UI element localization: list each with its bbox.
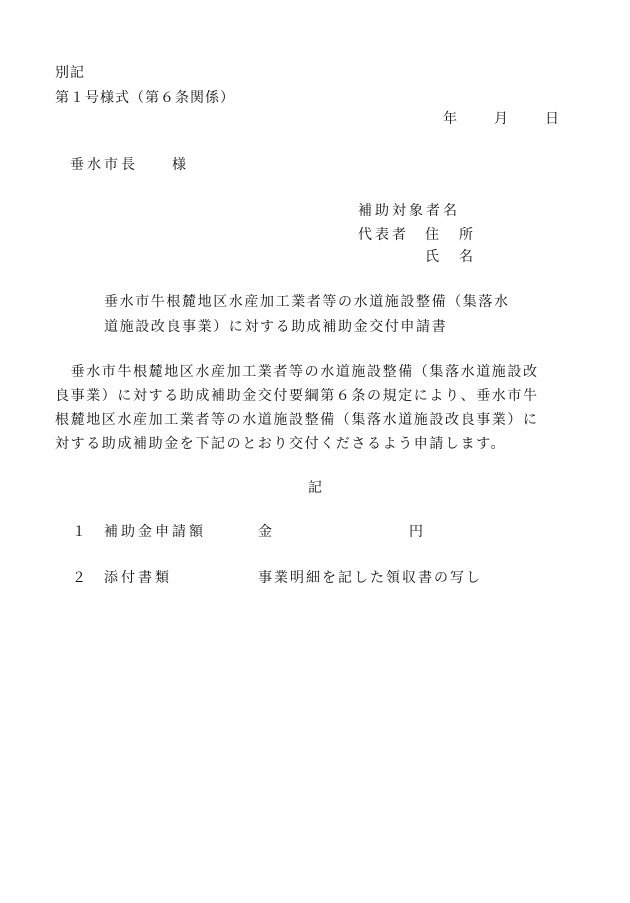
body-line-4: 対する助成補助金を下記のとおり交付くださるよう申請します。 — [55, 436, 507, 452]
document-title-line-1: 垂水市牛根麓地区水産加工業者等の水道施設整備（集落水 — [104, 294, 510, 310]
applicant-entity-label: 補助対象者名 — [358, 203, 460, 219]
document-title-line-2: 道施設改良事業）に対する助成補助金交付申請書 — [104, 319, 448, 335]
item-2-number: ２ — [72, 570, 87, 586]
form-number: 第１号様式（第６条関係） — [55, 90, 235, 106]
body-line-3: 根麓地区水産加工業者等の水道施設整備（集落水道施設改良事業）に — [55, 412, 539, 428]
body-line-2: 良事業）に対する助成補助金交付要綱第６条の規定により、垂水市牛 — [55, 388, 539, 404]
body-line-1: 垂水市牛根麓地区水産加工業者等の水道施設整備（集落水道施設改 — [55, 364, 539, 380]
item-1-value-prefix: 金 — [258, 524, 273, 540]
item-1-number: １ — [72, 524, 87, 540]
addressee-mayor: 垂水市長 — [70, 157, 138, 173]
date-month: 月 — [494, 111, 509, 127]
addressee-honorific: 様 — [172, 157, 187, 173]
name-label: 氏 名 — [425, 249, 476, 265]
item-2-value: 事業明細を記した領収書の写し — [258, 570, 482, 586]
item-1-value-suffix: 円 — [409, 524, 424, 540]
address-label: 住 所 — [425, 227, 476, 243]
representative-label: 代表者 — [358, 227, 409, 243]
ki-heading: 記 — [308, 480, 323, 496]
item-2-label: 添付書類 — [104, 570, 172, 586]
item-1-label: 補助金申請額 — [104, 524, 206, 540]
date-year: 年 — [443, 111, 458, 127]
appendix-label: 別記 — [55, 65, 85, 81]
date-day: 日 — [545, 111, 560, 127]
